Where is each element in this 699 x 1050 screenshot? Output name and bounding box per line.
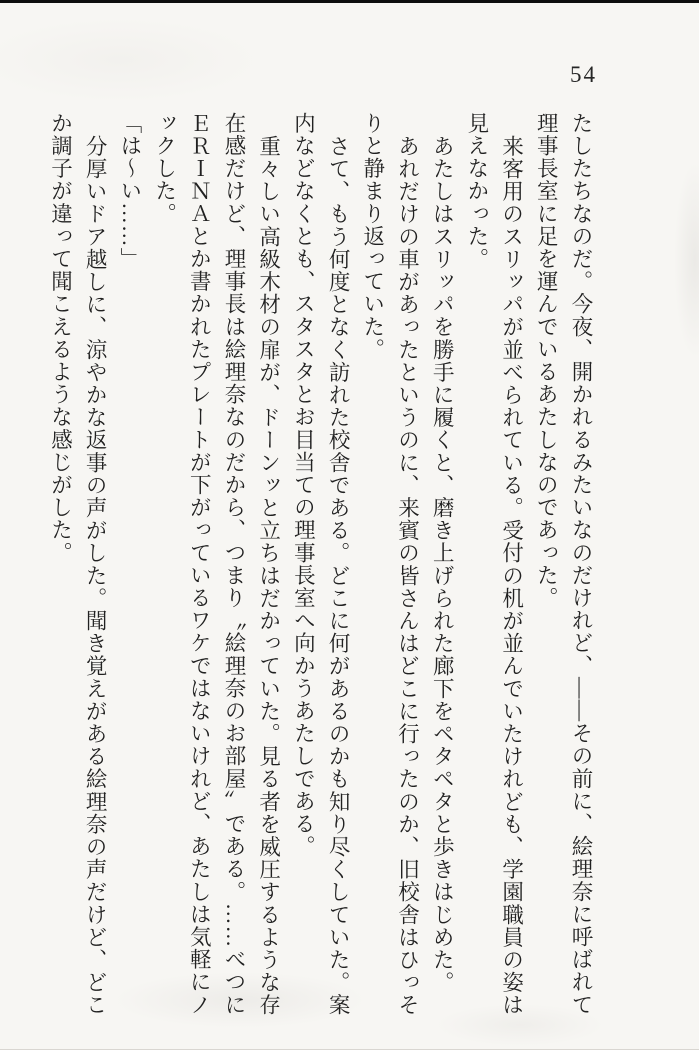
- novel-paragraph: あれだけの車があったというのに、来賓の皆さんはどこに行ったのか、旧校舎はひっそりと静まり返っていた。: [360, 112, 420, 1016]
- scan-top-edge: [0, 0, 699, 3]
- novel-paragraph: 来客用のスリッパが並べられている。受付の机が並んでいたけれども、学園職員の姿は見えなかった。: [464, 112, 524, 1016]
- novel-paragraph: 重々しい高級木材の扉が、ドーンッと立ちはだかっていた。見る者を威圧するような存在感だけど、理事長は絵理奈なのだから、つまり〝絵理奈のお部屋〟である。……べつにＥＲＩＮＡとか書かれたプレートが下がっているワケではないけれど、あたしは気軽にノックした。: [152, 112, 281, 1016]
- novel-paragraph: たしたちなのだ。今夜、開かれるみたいなのだけれど、――その前に、絵理奈に呼ばれて理事長室に足を運んでいるあたしなのであった。: [534, 112, 593, 1016]
- novel-paragraph: 分厚いドア越しに、涼やかな返事の声がした。聞き覚えがある絵理奈の声だけど、どこか調子が違って聞こえるような感じがした。: [48, 112, 108, 1016]
- novel-paragraph: 「は〜い……」: [117, 112, 142, 271]
- novel-paragraph: さて、もう何度となく訪れた校舎である。どこに何があるのかも知り尽くしていた。案内などなくとも、スタスタとお目当ての理事長室へ向かうあたしである。: [291, 112, 351, 1016]
- novel-paragraph: あたしはスリッパを勝手に履くと、磨き上げられた廊下をペタペタと歩きはじめた。: [430, 134, 455, 994]
- novel-text-block: [43, 112, 598, 1018]
- page-number: 54: [570, 62, 597, 87]
